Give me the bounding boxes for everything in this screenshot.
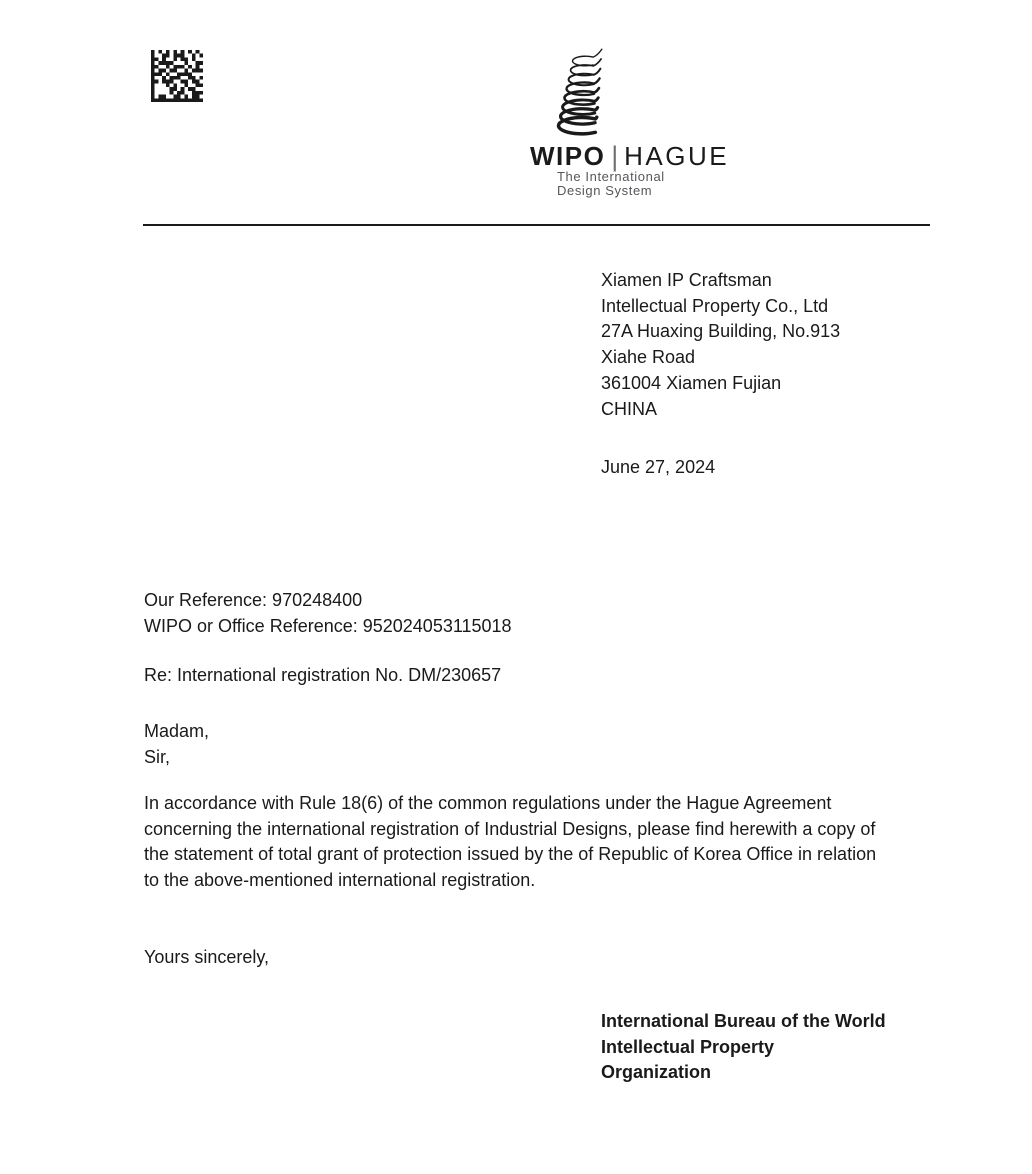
salutation-line-2: Sir, xyxy=(144,746,171,767)
logo-separator: | xyxy=(611,140,619,172)
salutation-line-1: Madam, xyxy=(144,721,210,741)
office-reference: WIPO or Office Reference: 952024053115018 xyxy=(144,615,512,636)
logo-text-wipo: WIPO xyxy=(530,141,606,171)
wipo-hague-wordmark xyxy=(530,140,730,172)
data-matrix-barcode xyxy=(151,50,203,102)
recipient-address-line: Intellectual Property Co., Ltd xyxy=(601,295,829,316)
recipient-address-line: 27A Huaxing Building, No.913 xyxy=(601,321,841,342)
signatory-line: Intellectual Property xyxy=(601,1036,775,1057)
body-line: to the above-mentioned international registration. xyxy=(144,869,536,890)
letter-date: June 27, 2024 xyxy=(601,457,716,477)
recipient-address-line: CHINA xyxy=(601,398,658,419)
body-line: In accordance with Rule 18(6) of the common regulations under the Hague Agreement xyxy=(144,793,832,813)
tagline-line-1: The International xyxy=(557,169,665,184)
body-line: the statement of total grant of protection issued by the of Republic of Korea Office in relation xyxy=(144,844,877,865)
header-divider xyxy=(143,224,930,226)
reference-block xyxy=(144,588,512,639)
recipient-address-line: Xiamen IP Craftsman xyxy=(601,270,772,290)
valediction: Yours sincerely, xyxy=(144,947,270,967)
signatory-line: International Bureau of the World xyxy=(601,1011,886,1031)
logo-tagline xyxy=(557,170,665,198)
salutation xyxy=(144,719,209,770)
signatory-line: Organization xyxy=(601,1062,712,1083)
body-line: concerning the international registration of Industrial Designs, please find herewith a copy of xyxy=(144,818,876,839)
signatory-block xyxy=(601,1009,886,1086)
wipo-swirl-icon xyxy=(556,43,610,140)
recipient-address-line: 361004 Xiamen Fujian xyxy=(601,372,782,393)
recipient-address-line: Xiahe Road xyxy=(601,347,696,368)
body-paragraph xyxy=(144,791,876,893)
logo-text-hague: HAGUE xyxy=(624,141,730,171)
recipient-address xyxy=(601,268,840,422)
tagline-line-2: Design System xyxy=(557,183,653,199)
subject-line: Re: International registration No. DM/230657 xyxy=(144,665,502,685)
our-reference: Our Reference: 970248400 xyxy=(144,590,363,610)
